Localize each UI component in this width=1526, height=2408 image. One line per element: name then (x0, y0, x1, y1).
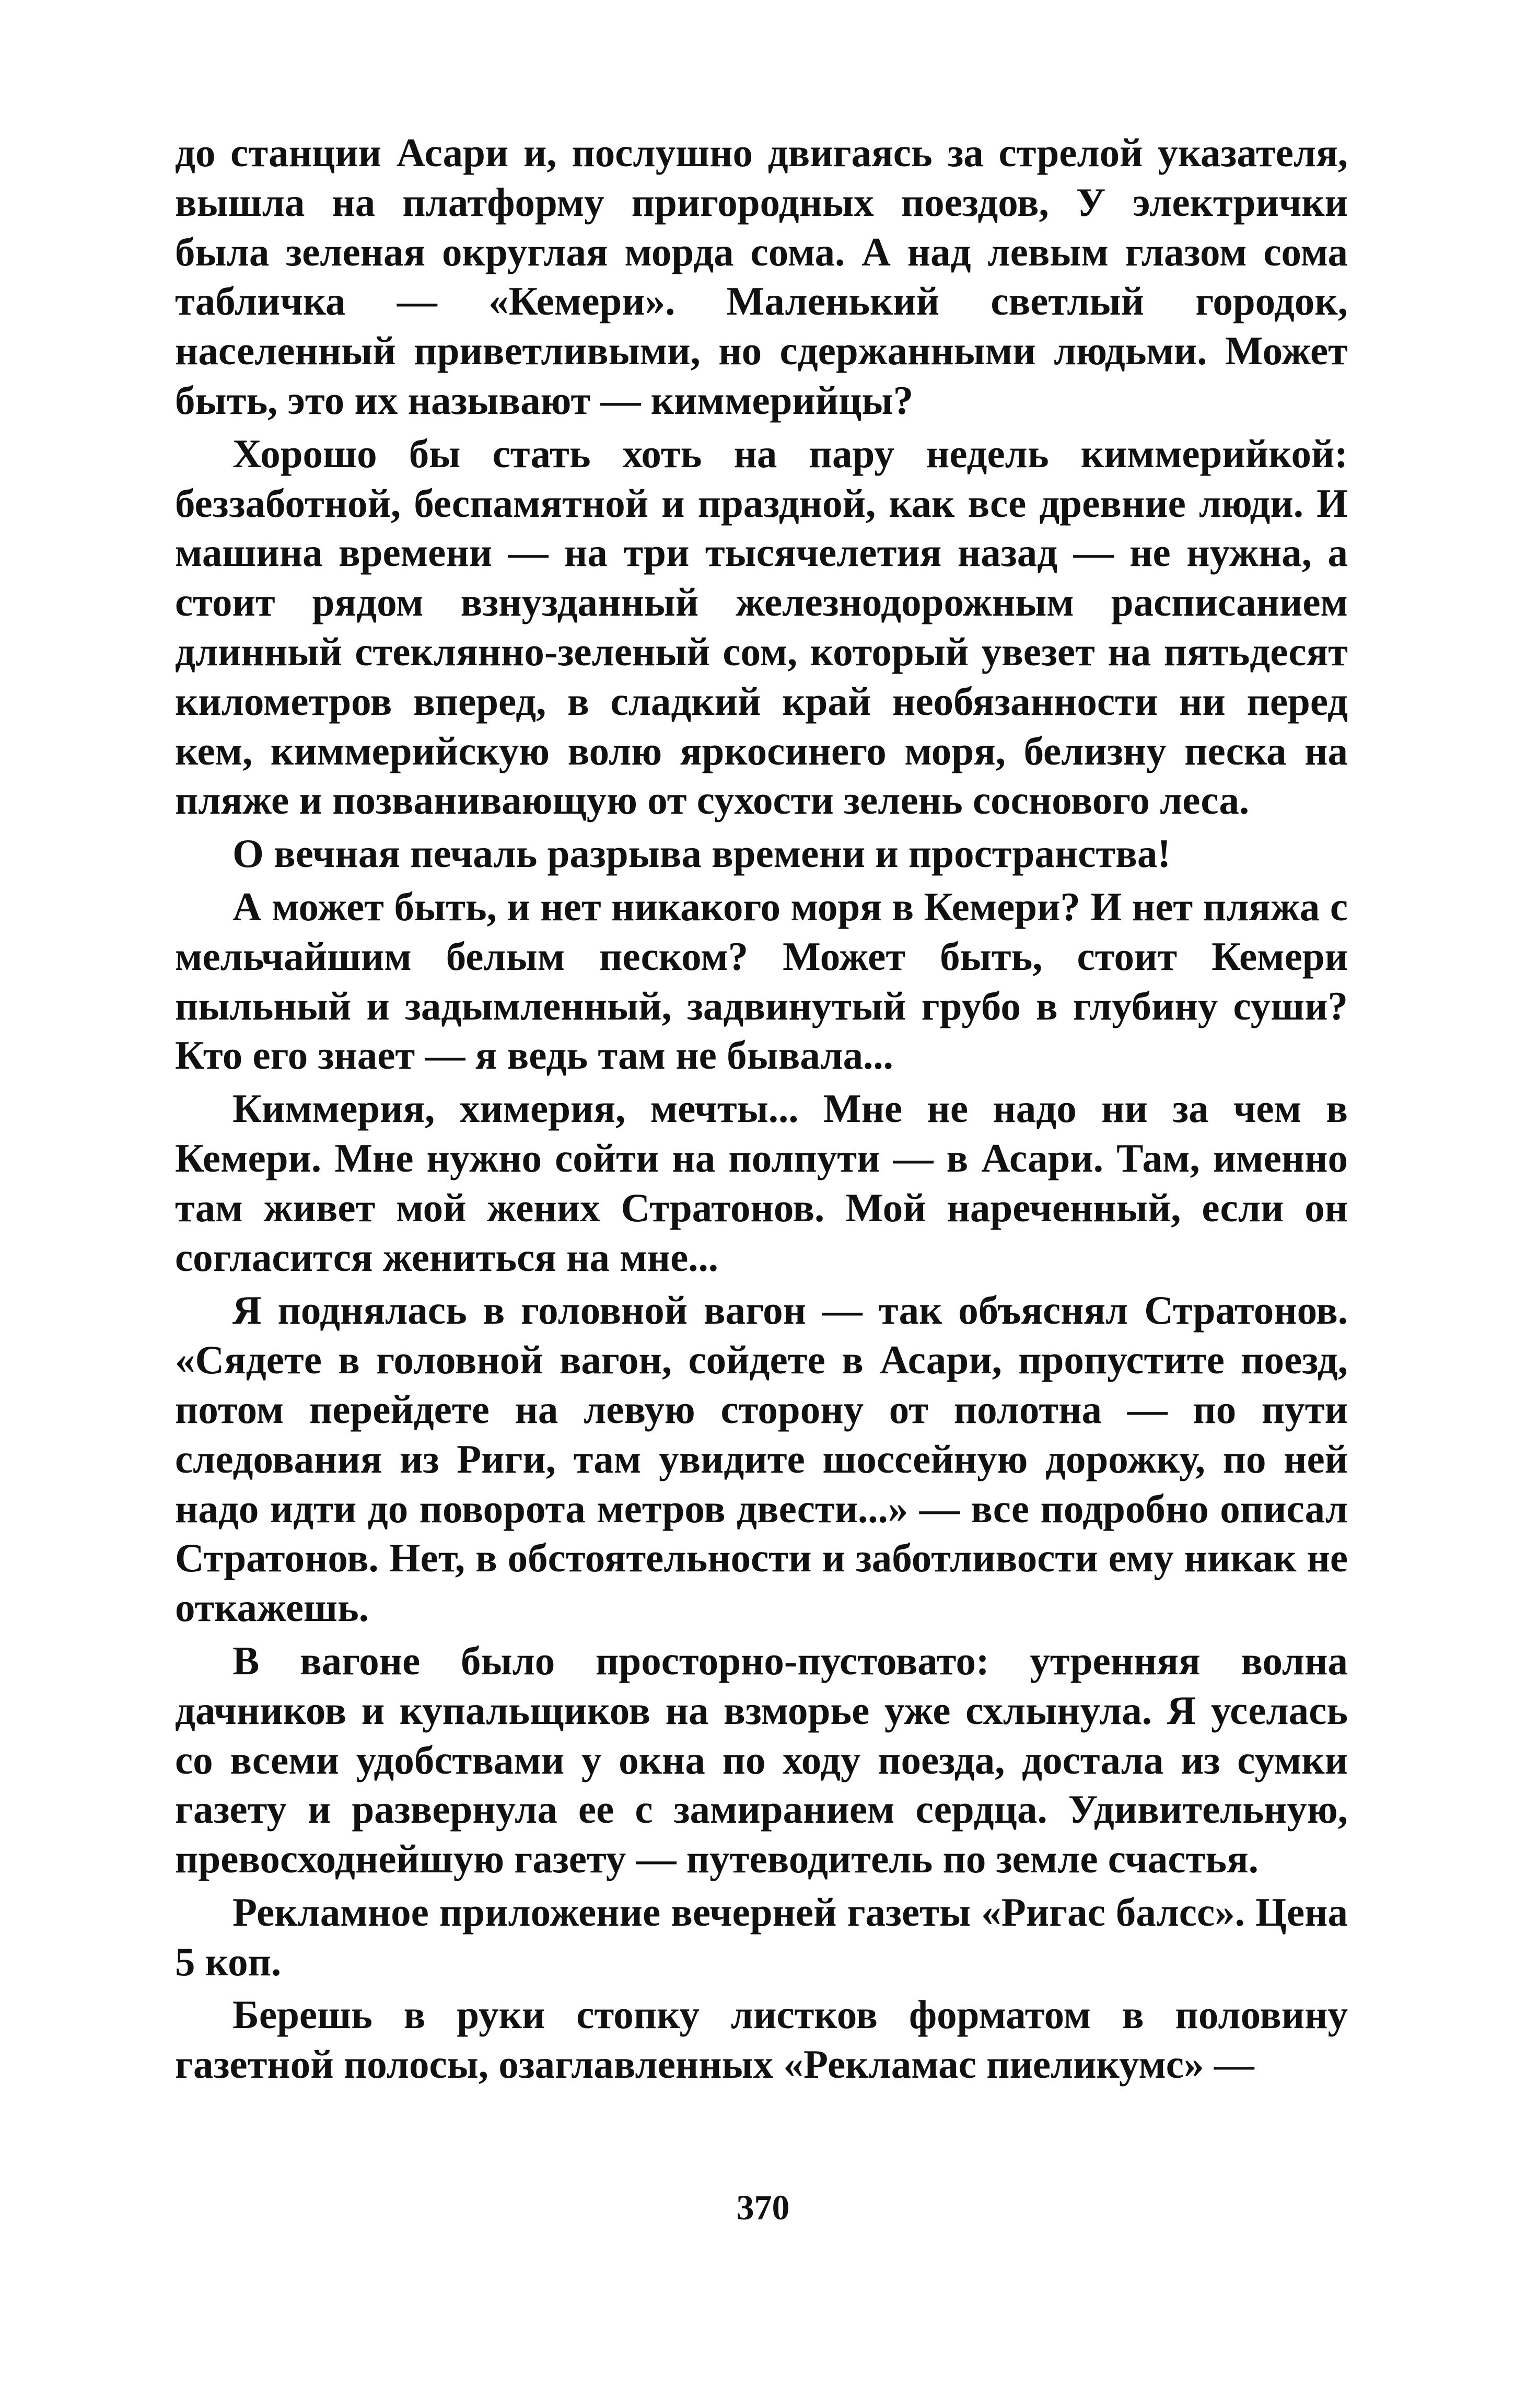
paragraph: Хорошо бы стать хоть на пару недель киммерийкой: беззаботной, беспамятной и праздной, как все древние люди. И машина времени — на три тысячелетия назад — не нужна, а стоит рядом взнузданный железнодорожным расписанием длинный стеклянно-зеленый сом, который увезет на пятьдесят километров вперед, в сладкий край необязанности ни перед кем, киммерийскую волю яркосинего моря, белизну песка на пляже и позванивающую от сухости зелень соснового леса. (175, 431, 1348, 823)
paragraph: Киммерия, химерия, мечты... Мне не надо ни за чем в Кемери. Мне нужно сойти на полпути — в Асари. Там, именно там живет мой жених Стратонов. Мой нареченный, если он согласится жениться на мне... (175, 1086, 1348, 1280)
paragraph: Берешь в руки стопку листков форматом в половину газетной полосы, озаглавленных «Рекламас пиеликумс» — (175, 1992, 1348, 2087)
page-number: 370 (736, 2187, 790, 2227)
paragraph: А может быть, и нет никакого моря в Кемери? И нет пляжа с мельчайшим белым песком? Может быть, стоит Кемери пыльный и задымленный, задвинутый грубо в глубину суши? Кто его знает — я ведь там не бывала... (175, 884, 1348, 1078)
paragraph: Я поднялась в головной вагон — так объяснял Стратонов. «Сядете в головной вагон, сойдете в Асари, пропустите поезд, потом перейдете на левую сторону от полотна — по пути следования из Риги, там увидите шоссейную дорожку, по ней надо идти до поворота метров двести...» — все подробно описал Стратонов. Нет, в обстоятельности и заботливости ему никак не откажешь. (175, 1288, 1348, 1630)
paragraph: О вечная печаль разрыва времени и пространства! (232, 831, 1171, 876)
paragraph: В вагоне было просторно-пустовато: утренняя волна дачников и купальщиков на взморье уже схлынула. Я уселась со всеми удобствами у окна по ходу поезда, достала из сумки газету и развернула ее с замиранием сердца. Удивительную, превосходнейшую газету — путеводитель по земле счастья. (175, 1638, 1348, 1882)
paragraph: Рекламное приложение вечерней газеты «Ригас балсс». Цена 5 коп. (175, 1889, 1348, 1984)
body-text (175, 128, 1348, 2093)
paragraph: до станции Асари и, послушно двигаясь за стрелой указателя, вышла на платформу пригородных поездов, У электрички была зеленая округлая морда сома. А над левым глазом сома табличка — «Кемери». Маленький светлый городок, населенный приветливыми, но сдержанными людьми. Может быть, это их называют — киммерийцы? (175, 130, 1348, 423)
